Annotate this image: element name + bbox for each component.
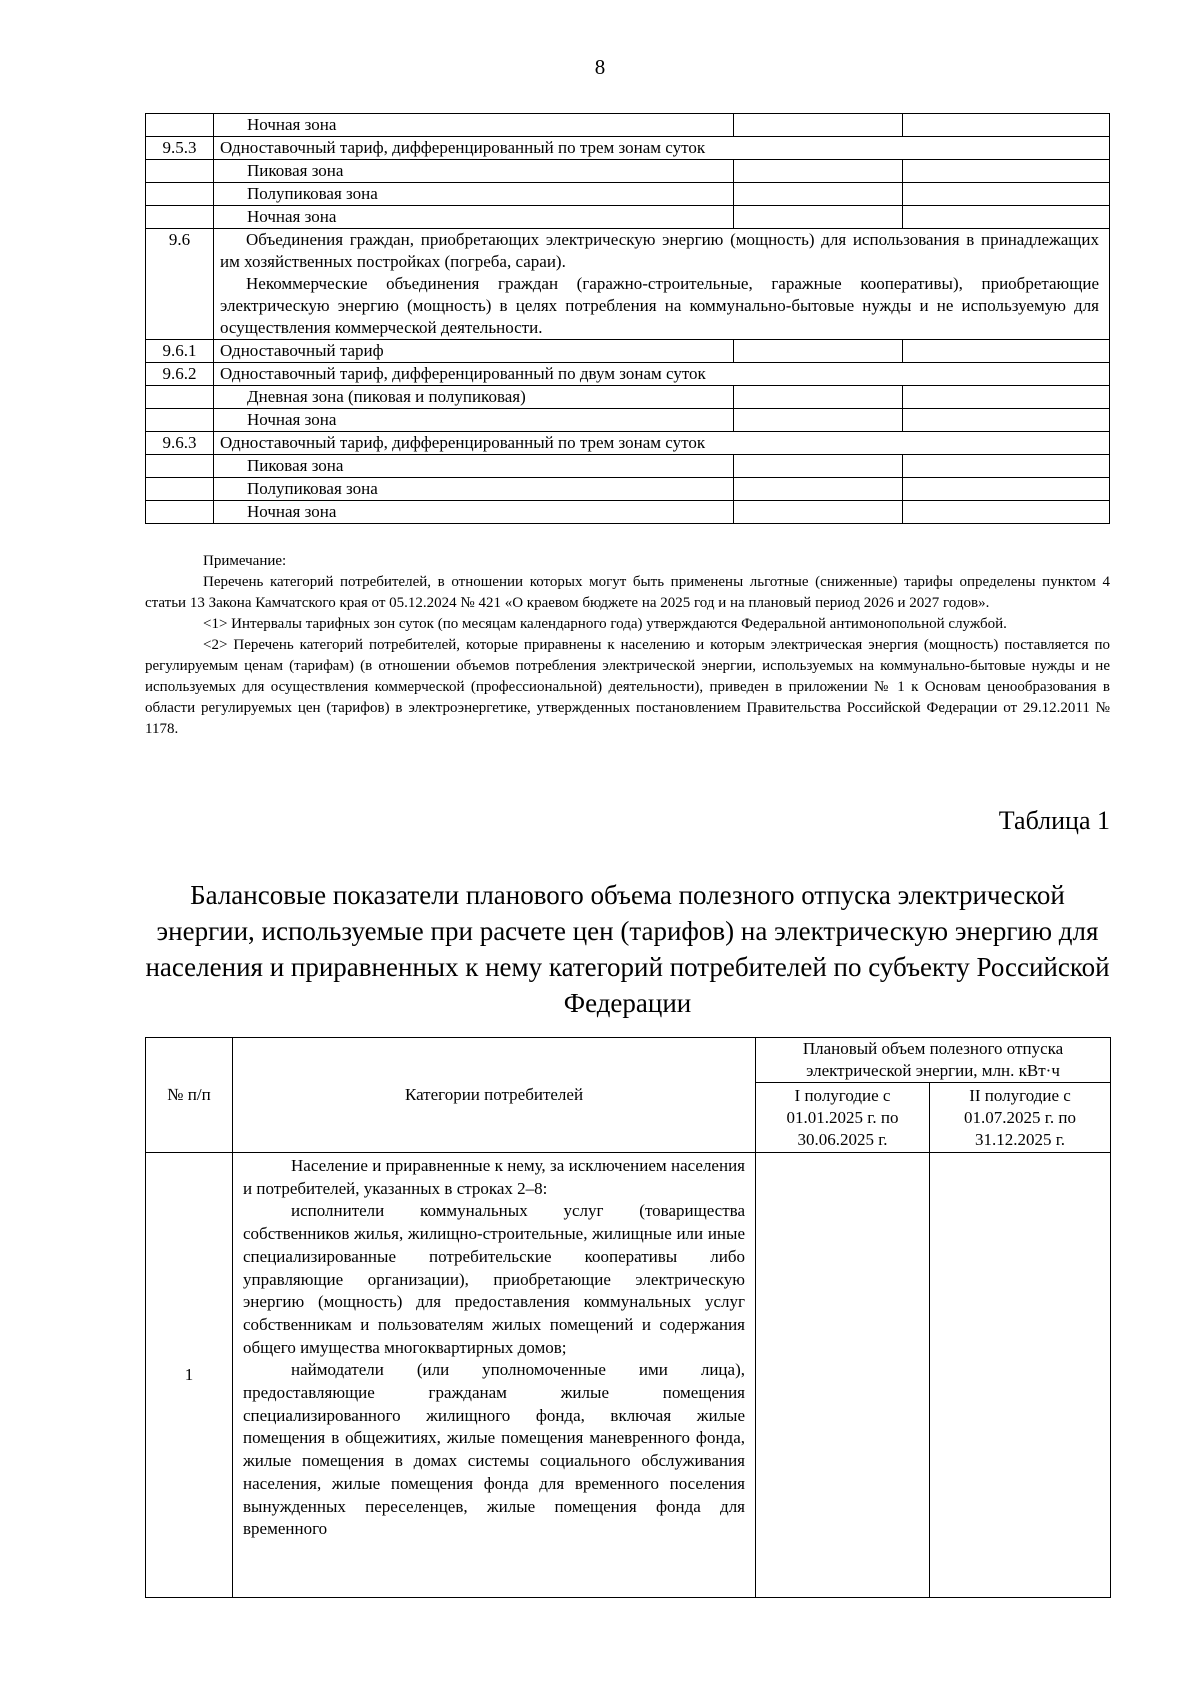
table-row <box>146 455 1110 478</box>
row-number <box>146 409 214 432</box>
table-row <box>146 409 1110 432</box>
row-label: Ночная зона <box>214 114 734 137</box>
row-number <box>146 478 214 501</box>
row-number <box>146 160 214 183</box>
value-cell <box>734 386 902 409</box>
column-header-category: Категории потребителей <box>233 1038 756 1153</box>
column-header-second-half: II полугодие с 01.07.2025 г. по 31.12.2025 г. <box>930 1083 1111 1153</box>
row-label: Пиковая зона <box>214 160 734 183</box>
row-label: Ночная зона <box>214 206 734 229</box>
row-number: 9.5.3 <box>146 137 214 160</box>
note-paragraph: Перечень категорий потребителей, в отношении которых могут быть применены льготные (сниженные) тарифы определены пунктом 4 статьи 13 Закона Камчатского края от 05.12.2024 № 421 «О краевом бюджете на 2025 год и на плановый период 2026 и 2027 годов». <box>145 574 1110 611</box>
page-number: 8 <box>594 55 606 79</box>
table-row <box>146 340 1110 363</box>
row-number: 1 <box>146 1153 233 1598</box>
value-cell <box>902 160 1109 183</box>
value-cell <box>930 1153 1111 1598</box>
value-cell <box>902 340 1109 363</box>
value-cell <box>756 1153 930 1598</box>
table-row <box>146 432 1110 455</box>
category-description <box>233 1153 756 1598</box>
row-number <box>146 206 214 229</box>
row-number <box>146 183 214 206</box>
value-cell <box>902 386 1109 409</box>
row-number: 9.6.1 <box>146 340 214 363</box>
row-label: Одноставочный тариф, дифференцированный по трем зонам суток <box>214 137 1110 160</box>
row-label: Одноставочный тариф, дифференцированный по двум зонам суток <box>214 363 1110 386</box>
value-cell <box>902 183 1109 206</box>
value-cell <box>734 206 902 229</box>
column-header-volume: Плановый объем полезного отпуска электрической энергии, млн. кВт·ч <box>756 1038 1111 1083</box>
category-paragraph: наймодатели (или уполномоченные ими лица), предоставляющие гражданам жилые помещения специализированного жилищного фонда, включая жилые помещения в общежитиях, жилые помещения маневренного фонда, жилые помещения в домах системы социального обслуживания населения, жилые помещения фонда для временного поселения вынужденных переселенцев, жилые помещения фонда для временного <box>243 1360 745 1539</box>
category-paragraph: Некоммерческие объединения граждан (гаражно-строительные, гаражные кооперативы), приобретающие электрическую энергию (мощность) в целях потребления на коммунально-бытовые нужды и не используемую для осуществления коммерческой деятельности. <box>220 274 1099 337</box>
value-cell <box>734 114 902 137</box>
value-cell <box>902 455 1109 478</box>
table-row <box>146 386 1110 409</box>
column-header-number: № п/п <box>146 1038 233 1153</box>
tariff-table-continuation <box>145 113 1110 524</box>
row-number <box>146 114 214 137</box>
row-label: Пиковая зона <box>214 455 734 478</box>
value-cell <box>734 160 902 183</box>
category-paragraph: Население и приравненные к нему, за исключением населения и потребителей, указанных в строках 2–8: <box>243 1156 745 1198</box>
row-number <box>146 455 214 478</box>
value-cell <box>734 409 902 432</box>
row-number: 9.6.2 <box>146 363 214 386</box>
row-label: Одноставочный тариф <box>214 340 734 363</box>
row-number <box>146 501 214 524</box>
value-cell <box>902 114 1109 137</box>
category-paragraph: исполнители коммунальных услуг (товарищества собственников жилья, жилищно-строительные, жилищные или иные специализированные потребительские кооперативы либо управляющие организации), приобретающие электрическую энергию (мощность) для предоставления коммунальных услуг собственникам и пользователям жилых помещений и содержания общего имущества многоквартирных домов; <box>243 1201 745 1357</box>
value-cell <box>902 409 1109 432</box>
footnote-2: <2> Перечень категорий потребителей, которые приравнены к населению и которым электрическая энергия (мощность) поставляется по регулируемым ценам (тарифам) (в отношении объемов потребления электрической энергии, используемых на коммунально-бытовые нужды и не используемых для осуществления коммерческой (профессиональной) деятельности), приведен в приложении № 1 к Основам ценообразования в области регулируемых цен (тарифов) в электроэнергетике, утвержденных постановлением Правительства Российской Федерации от 29.12.2011 № 1178. <box>145 637 1110 737</box>
row-number: 9.6 <box>146 229 214 340</box>
table-row <box>146 160 1110 183</box>
notes-label: Примечание: <box>203 553 287 569</box>
table-row <box>146 114 1110 137</box>
row-label: Дневная зона (пиковая и полупиковая) <box>214 386 734 409</box>
value-cell <box>734 455 902 478</box>
value-cell <box>734 501 902 524</box>
column-header-first-half: I полугодие с 01.01.2025 г. по 30.06.2025 г. <box>756 1083 930 1153</box>
row-label: Ночная зона <box>214 501 734 524</box>
value-cell <box>734 478 902 501</box>
row-label: Полупиковая зона <box>214 478 734 501</box>
notes-section <box>145 551 1110 740</box>
category-description <box>214 229 1110 340</box>
row-number <box>146 386 214 409</box>
table-row <box>146 206 1110 229</box>
table-row <box>146 229 1110 340</box>
category-paragraph: Объединения граждан, приобретающих электрическую энергию (мощность) для использования в принадлежащих им хозяйственных постройках (погреба, сараи). <box>220 230 1099 271</box>
table-row <box>146 478 1110 501</box>
table-row <box>146 1153 1111 1598</box>
value-cell <box>902 206 1109 229</box>
balance-indicators-table <box>145 1037 1111 1598</box>
row-label: Ночная зона <box>214 409 734 432</box>
table-row <box>146 363 1110 386</box>
row-number: 9.6.3 <box>146 432 214 455</box>
table-row <box>146 183 1110 206</box>
footnote-1: <1> Интервалы тарифных зон суток (по месяцам календарного года) утверждаются Федеральной антимонопольной службой. <box>203 616 1007 632</box>
value-cell <box>734 340 902 363</box>
table-row <box>146 501 1110 524</box>
header-row <box>146 1038 1111 1083</box>
table-caption: Таблица 1 <box>998 806 1110 835</box>
value-cell <box>734 183 902 206</box>
value-cell <box>902 501 1109 524</box>
table-row <box>146 137 1110 160</box>
row-label: Полупиковая зона <box>214 183 734 206</box>
row-label: Одноставочный тариф, дифференцированный по трем зонам суток <box>214 432 1110 455</box>
value-cell <box>902 478 1109 501</box>
table-title: Балансовые показатели планового объема полезного отпуска электрической энергии, используемые при расчете цен (тарифов) на электрическую энергию для населения и приравненных к нему категорий потребителей по субъекту Российской Федерации <box>145 880 1110 1018</box>
